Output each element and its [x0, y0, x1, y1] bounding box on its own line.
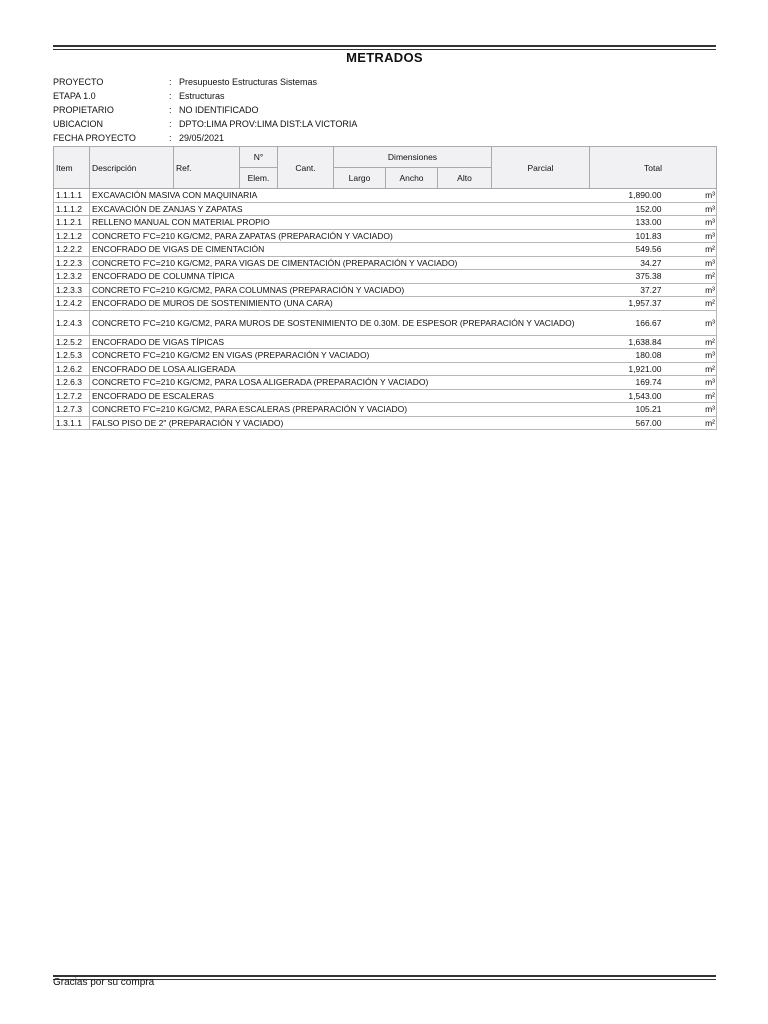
info-value: Estructuras — [179, 91, 225, 101]
table-row — [54, 243, 717, 257]
info-value: NO IDENTIFICADO — [179, 105, 259, 115]
cell-total: 169.74 — [590, 376, 687, 390]
col-header-elem: Elem. — [240, 168, 278, 189]
cell-total: 105.21 — [590, 403, 687, 417]
table-row — [54, 416, 717, 430]
cell-unit: m³ — [687, 256, 717, 270]
table-row — [54, 335, 717, 349]
cell-item: 1.2.4.3 — [54, 310, 90, 335]
cell-item: 1.2.3.2 — [54, 270, 90, 284]
cell-total: 1,638.84 — [590, 335, 687, 349]
table-row — [54, 270, 717, 284]
cell-unit: m³ — [687, 202, 717, 216]
cell-total: 34.27 — [590, 256, 687, 270]
cell-unit: m³ — [687, 376, 717, 390]
cell-descripcion: CONCRETO F'C=210 KG/CM2, PARA ZAPATAS (PREPARACIÓN Y VACIADO) — [90, 229, 590, 243]
cell-descripcion: CONCRETO F'C=210 KG/CM2 EN VIGAS (PREPARACIÓN Y VACIADO) — [90, 349, 590, 363]
cell-descripcion: ENCOFRADO DE VIGAS TÍPICAS — [90, 335, 590, 349]
cell-item: 1.1.1.2 — [54, 202, 90, 216]
cell-descripcion: ENCOFRADO DE MUROS DE SOSTENIMIENTO (UNA CARA) — [90, 297, 590, 311]
cell-unit: m³ — [687, 283, 717, 297]
info-row-etapa — [53, 90, 357, 104]
cell-item: 1.2.7.3 — [54, 403, 90, 417]
cell-total: 375.38 — [590, 270, 687, 284]
cell-total: 101.83 — [590, 229, 687, 243]
cell-total: 1,957.37 — [590, 297, 687, 311]
cell-unit: m² — [687, 243, 717, 257]
cell-item: 1.2.2.3 — [54, 256, 90, 270]
cell-unit: m² — [687, 297, 717, 311]
cell-descripcion: ENCOFRADO DE ESCALERAS — [90, 389, 590, 403]
table-row — [54, 229, 717, 243]
cell-total: 133.00 — [590, 216, 687, 230]
cell-item: 1.2.6.3 — [54, 376, 90, 390]
cell-unit: m³ — [687, 189, 717, 203]
info-value: 29/05/2021 — [179, 133, 225, 143]
info-row-ubicacion — [53, 118, 357, 132]
cell-total: 166.67 — [590, 310, 687, 335]
table-row — [54, 283, 717, 297]
cell-total: 549.56 — [590, 243, 687, 257]
info-colon: : — [169, 105, 172, 115]
col-header-cant: Cant. — [278, 147, 334, 189]
cell-total: 1,890.00 — [590, 189, 687, 203]
cell-total: 152.00 — [590, 202, 687, 216]
cell-item: 1.2.5.2 — [54, 335, 90, 349]
info-value: DPTO:LIMA PROV:LIMA DIST:LA VICTORIA — [179, 119, 358, 129]
cell-unit: m² — [687, 335, 717, 349]
cell-unit: m³ — [687, 349, 717, 363]
cell-unit: m² — [687, 416, 717, 430]
col-header-largo: Largo — [334, 168, 386, 189]
info-row-fecha — [53, 132, 357, 146]
cell-unit: m³ — [687, 216, 717, 230]
table-row — [54, 389, 717, 403]
table-row — [54, 310, 717, 335]
info-row-propietario — [53, 104, 357, 118]
cell-total: 1,921.00 — [590, 362, 687, 376]
cell-descripcion: ENCOFRADO DE VIGAS DE CIMENTACIÓN — [90, 243, 590, 257]
cell-descripcion: CONCRETO F'C=210 KG/CM2, PARA MUROS DE SOSTENIMIENTO DE 0.30M. DE ESPESOR (PREPARACIÓN Y VACIADO) — [90, 310, 590, 335]
cell-descripcion: RELLENO MANUAL CON MATERIAL PROPIO — [90, 216, 590, 230]
cell-item: 1.2.6.2 — [54, 362, 90, 376]
cell-descripcion: EXCAVACIÓN MASIVA CON MAQUINARIA — [90, 189, 590, 203]
cell-total: 567.00 — [590, 416, 687, 430]
info-label: ETAPA 1.0 — [53, 91, 96, 101]
info-colon: : — [169, 91, 172, 101]
table-row — [54, 202, 717, 216]
table-row — [54, 403, 717, 417]
cell-descripcion: CONCRETO F'C=210 KG/CM2, PARA COLUMNAS (PREPARACIÓN Y VACIADO) — [90, 283, 590, 297]
cell-total: 1,543.00 — [590, 389, 687, 403]
cell-descripcion: FALSO PISO DE 2" (PREPARACIÓN Y VACIADO) — [90, 416, 590, 430]
cell-unit: m² — [687, 270, 717, 284]
col-header-item: Item — [54, 147, 90, 189]
table-row — [54, 216, 717, 230]
cell-total: 37.27 — [590, 283, 687, 297]
info-label: FECHA PROYECTO — [53, 133, 136, 143]
info-label: PROYECTO — [53, 77, 104, 87]
info-label: UBICACION — [53, 119, 104, 129]
cell-unit: m³ — [687, 403, 717, 417]
cell-descripcion: ENCOFRADO DE COLUMNA TÍPICA — [90, 270, 590, 284]
table-row — [54, 297, 717, 311]
cell-descripcion: CONCRETO F'C=210 KG/CM2, PARA VIGAS DE CIMENTACIÓN (PREPARACIÓN Y VACIADO) — [90, 256, 590, 270]
cell-item: 1.2.2.2 — [54, 243, 90, 257]
table-row — [54, 362, 717, 376]
cell-unit: m³ — [687, 310, 717, 335]
info-row-proyecto — [53, 76, 357, 90]
cell-unit: m² — [687, 362, 717, 376]
cell-unit: m² — [687, 389, 717, 403]
table-row — [54, 349, 717, 363]
info-colon: : — [169, 133, 172, 143]
cell-total: 180.08 — [590, 349, 687, 363]
table-header — [54, 147, 717, 189]
table-row — [54, 376, 717, 390]
cell-item: 1.1.1.1 — [54, 189, 90, 203]
col-header-descripcion: Descripción — [90, 147, 174, 189]
col-header-ref: Ref. — [174, 147, 240, 189]
info-colon: : — [169, 119, 172, 129]
col-header-n: N° — [240, 147, 278, 168]
cell-descripcion: CONCRETO F'C=210 KG/CM2, PARA LOSA ALIGERADA (PREPARACIÓN Y VACIADO) — [90, 376, 590, 390]
cell-item: 1.2.5.3 — [54, 349, 90, 363]
table-row — [54, 189, 717, 203]
page-title: METRADOS — [346, 50, 423, 65]
cell-item: 1.2.3.3 — [54, 283, 90, 297]
col-header-ancho: Ancho — [386, 168, 438, 189]
cell-item: 1.3.1.1 — [54, 416, 90, 430]
col-header-total: Total — [590, 147, 717, 189]
header-rule-thick — [53, 45, 716, 47]
cell-item: 1.2.4.2 — [54, 297, 90, 311]
col-header-dimensiones: Dimensiones — [334, 147, 492, 168]
info-label: PROPIETARIO — [53, 105, 114, 115]
info-colon: : — [169, 77, 172, 87]
cell-descripcion: EXCAVACIÓN DE ZANJAS Y ZAPATAS — [90, 202, 590, 216]
table-body — [54, 189, 717, 430]
cell-item: 1.1.2.1 — [54, 216, 90, 230]
metrados-table — [53, 146, 717, 430]
cell-item: 1.2.7.2 — [54, 389, 90, 403]
col-header-alto: Alto — [438, 168, 492, 189]
table-row — [54, 256, 717, 270]
info-value: Presupuesto Estructuras Sistemas — [179, 77, 318, 87]
cell-descripcion: ENCOFRADO DE LOSA ALIGERADA — [90, 362, 590, 376]
cell-item: 1.2.1.2 — [54, 229, 90, 243]
cell-descripcion: CONCRETO F'C=210 KG/CM2, PARA ESCALERAS (PREPARACIÓN Y VACIADO) — [90, 403, 590, 417]
footer-text: Gracias por su compra — [53, 977, 155, 988]
project-info — [53, 76, 357, 146]
cell-unit: m³ — [687, 229, 717, 243]
col-header-parcial: Parcial — [492, 147, 590, 189]
